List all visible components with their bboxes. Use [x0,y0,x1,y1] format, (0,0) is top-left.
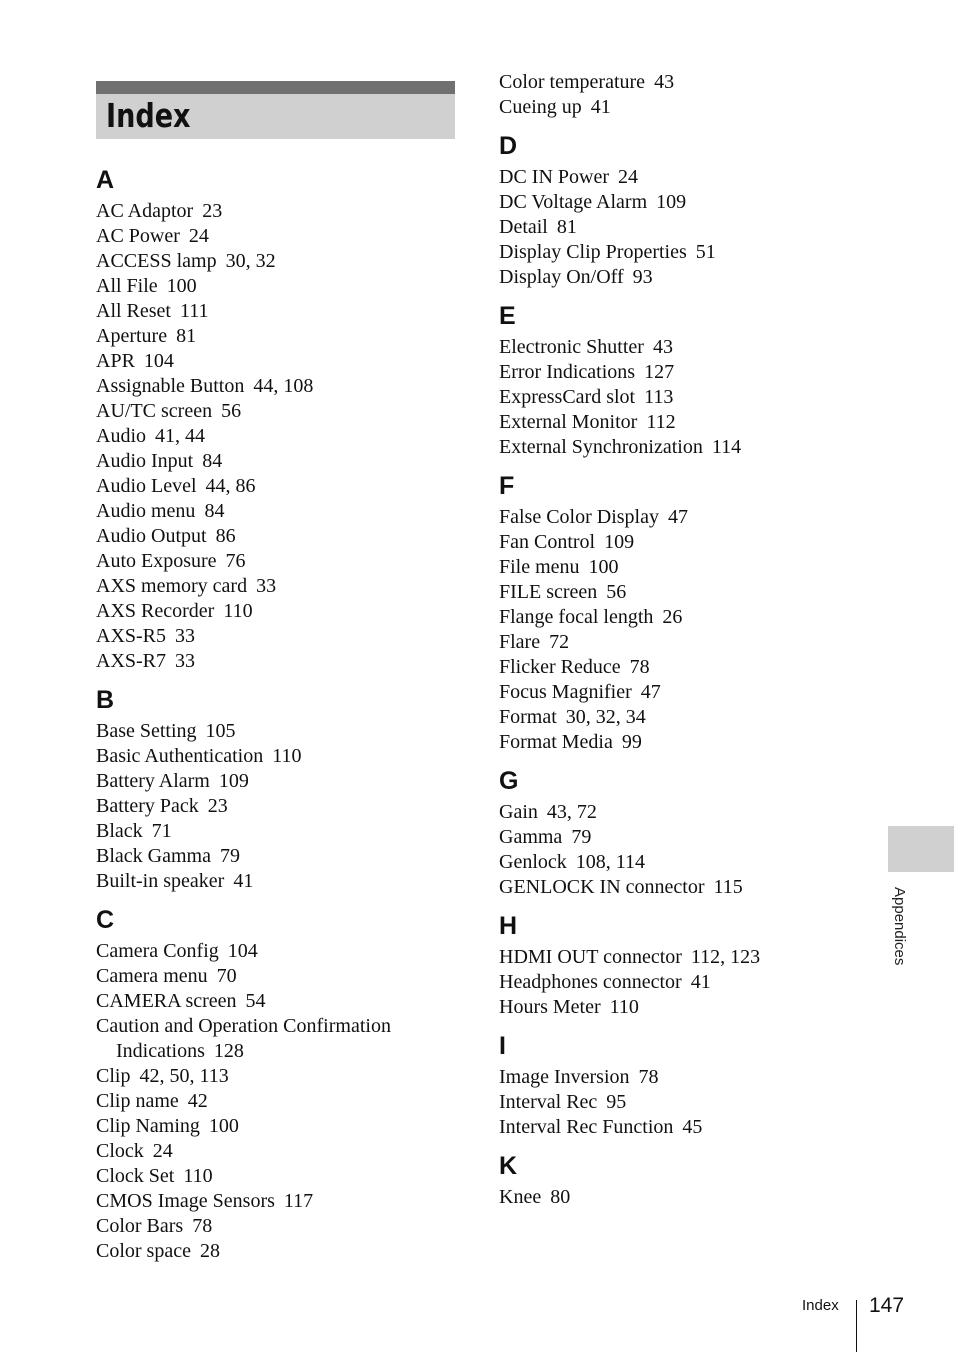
index-entry [499,555,869,580]
index-term: Flange focal length [499,606,654,628]
index-page-refs: 81 [176,325,197,347]
index-page-refs: 72 [549,631,570,653]
index-page-refs: 47 [640,681,661,703]
index-column-left [96,166,466,1264]
index-entry [96,844,466,869]
index-term: AXS Recorder [96,600,215,622]
index-letter-heading: K [499,1152,518,1180]
index-entry [96,549,466,574]
index-entry [499,435,869,460]
index-entry [96,374,466,399]
index-page-refs: 76 [225,550,246,572]
index-term: Caution and Operation Confirmation [96,1015,391,1037]
index-page-refs: 110 [272,745,302,767]
index-page-refs: 104 [227,940,258,962]
index-term: External Synchronization [499,436,703,458]
index-letter-heading: I [499,1032,506,1060]
index-page-refs: 45 [682,1116,703,1138]
index-entry [96,324,466,349]
index-term: Battery Pack [96,795,199,817]
index-term: All Reset [96,300,171,322]
index-page-refs: 81 [556,216,577,238]
index-page-refs: 112 [646,411,676,433]
index-entry [499,730,869,755]
index-term: Clock Set [96,1165,175,1187]
index-entry [96,449,466,474]
index-entry [499,850,869,875]
index-entry [96,574,466,599]
index-entry [499,190,869,215]
index-term: AC Adaptor [96,200,194,222]
index-term: Interval Rec Function [499,1116,674,1138]
index-entry [96,989,466,1014]
index-entry [96,424,466,449]
index-page-refs: 33 [175,650,196,672]
index-letter-heading: A [96,166,115,194]
index-page-refs: 78 [192,1215,213,1237]
index-page-refs: 100 [208,1115,239,1137]
index-entry [499,680,869,705]
index-letter-heading: B [96,686,115,714]
index-term: External Monitor [499,411,638,433]
index-entry [499,605,869,630]
index-term: Genlock [499,851,567,873]
index-term: Auto Exposure [96,550,217,572]
index-page-refs: 86 [215,525,236,547]
index-term: Detail [499,216,548,238]
index-entry [96,1014,466,1039]
index-term: Clock [96,1140,144,1162]
index-entry [96,869,466,894]
index-entry [96,1089,466,1114]
index-page-refs: 41, 44 [155,425,205,447]
index-page-refs: 100 [166,275,197,297]
index-page-refs: 51 [695,241,716,263]
index-term: Camera Config [96,940,219,962]
index-entry [499,410,869,435]
page-title: Index [106,96,191,135]
index-page-refs: 93 [632,266,653,288]
index-term: Display On/Off [499,266,624,288]
index-page-refs: 109 [218,770,249,792]
index-page-refs: 44, 108 [253,375,314,397]
index-page-refs: 43 [652,336,673,358]
index-term: Format Media [499,731,613,753]
index-column-right [499,70,869,1210]
index-term: Clip Naming [96,1115,200,1137]
index-term: Clip [96,1065,131,1087]
index-entry [499,1090,869,1115]
index-term: Built-in speaker [96,870,225,892]
index-page-refs: 117 [283,1190,314,1212]
index-page-refs: 114 [711,436,742,458]
index-page-refs: 109 [656,191,687,213]
index-term: Gain [499,801,538,823]
index-term: All File [96,275,158,297]
index-entry [499,70,869,95]
index-term: Indications [116,1040,205,1062]
index-page-refs: 43 [654,71,675,93]
index-page-refs: 105 [205,720,236,742]
index-page-refs: 115 [713,876,743,898]
index-page-refs: 79 [571,826,592,848]
index-entry [96,719,466,744]
index-term: File menu [499,556,580,578]
index-page-refs: 24 [152,1140,173,1162]
index-page-refs: 95 [606,1091,627,1113]
index-entry [96,399,466,424]
index-term: Audio menu [96,500,196,522]
index-entry [96,649,466,674]
index-entry [499,95,869,120]
index-term: Basic Authentication [96,745,264,767]
index-page-refs: 24 [188,225,209,247]
index-term: ExpressCard slot [499,386,636,408]
index-page-refs: 100 [588,556,619,578]
index-term: Interval Rec [499,1091,598,1113]
index-entry [96,524,466,549]
index-page-refs: 78 [629,656,650,678]
index-page-refs: 30, 32 [225,250,276,272]
index-term: Base Setting [96,720,197,742]
index-term: Audio Level [96,475,197,497]
index-page-refs: 26 [662,606,683,628]
index-page-refs: 54 [245,990,266,1012]
index-term: FILE screen [499,581,598,603]
index-term: Audio Output [96,525,207,547]
index-entry [499,995,869,1020]
index-entry [96,1114,466,1139]
index-entry [96,474,466,499]
index-entry [96,819,466,844]
index-page-refs: 33 [256,575,277,597]
index-term: AXS-R7 [96,650,167,672]
index-term: Focus Magnifier [499,681,632,703]
index-term: Knee [499,1186,542,1208]
index-entry [96,1039,466,1064]
section-side-label: Appendices [891,887,908,966]
index-term: Audio Input [96,450,194,472]
index-page-refs: 30, 32, 34 [565,706,646,728]
index-entry [499,970,869,995]
index-term: Black [96,820,143,842]
index-entry [499,385,869,410]
index-page-refs: 108, 114 [575,851,646,873]
index-page-refs: 41 [233,870,254,892]
index-page-refs: 112, 123 [690,946,761,968]
index-term: Flicker Reduce [499,656,621,678]
index-page-refs: 128 [213,1040,244,1062]
index-entry [499,825,869,850]
index-term: CMOS Image Sensors [96,1190,275,1212]
index-page-refs: 56 [606,581,627,603]
index-term: HDMI OUT connector [499,946,682,968]
index-page-refs: 113 [644,386,674,408]
index-page-refs: 110 [609,996,639,1018]
index-term: Battery Alarm [96,770,210,792]
index-page-refs: 44, 86 [205,475,256,497]
index-entry [96,1139,466,1164]
index-entry [96,1064,466,1089]
index-term: Flare [499,631,541,653]
index-page-refs: 23 [202,200,223,222]
index-page-refs: 42, 50, 113 [139,1065,229,1087]
index-entry [96,499,466,524]
index-letter-heading: E [499,302,516,330]
index-page-refs: 110 [183,1165,213,1187]
index-entry [96,599,466,624]
index-page-refs: 71 [151,820,172,842]
index-entry [499,705,869,730]
index-page-refs: 127 [644,361,675,383]
index-entry [499,265,869,290]
index-letter-heading: H [499,912,518,940]
index-term: Electronic Shutter [499,336,644,358]
index-term: False Color Display [499,506,659,528]
index-term: Hours Meter [499,996,601,1018]
index-page-refs: 99 [621,731,642,753]
index-term: AXS-R5 [96,625,167,647]
index-term: Black Gamma [96,845,211,867]
index-page-refs: 70 [216,965,237,987]
index-page-refs: 110 [223,600,253,622]
index-term: Format [499,706,557,728]
index-term: ACCESS lamp [96,250,217,272]
index-term: Fan Control [499,531,596,553]
index-term: Cueing up [499,96,582,118]
index-entry [499,1115,869,1140]
index-entry [499,240,869,265]
index-term: AU/TC screen [96,400,213,422]
index-entry [499,335,869,360]
index-entry [96,274,466,299]
index-entry [499,580,869,605]
index-entry [499,360,869,385]
index-title-box [96,81,455,139]
index-entry [96,299,466,324]
index-page-refs: 84 [204,500,225,522]
index-term: APR [96,350,135,372]
index-entry [96,939,466,964]
index-entry [96,964,466,989]
index-term: Error Indications [499,361,636,383]
index-entry [499,655,869,680]
index-term: AXS memory card [96,575,248,597]
index-term: Color Bars [96,1215,184,1237]
index-page-refs: 41 [690,971,711,993]
index-entry [96,794,466,819]
index-entry [96,349,466,374]
index-term: Clip name [96,1090,179,1112]
index-entry [499,800,869,825]
index-term: AC Power [96,225,180,247]
index-page-refs: 104 [143,350,174,372]
index-letter-heading: F [499,472,515,500]
index-entry [499,875,869,900]
index-term: Assignable Button [96,375,245,397]
index-term: DC IN Power [499,166,609,188]
index-entry [499,945,869,970]
index-page-refs: 43, 72 [546,801,597,823]
index-page-refs: 28 [199,1240,220,1262]
index-entry [499,530,869,555]
index-page-refs: 47 [668,506,688,528]
index-term: GENLOCK IN connector [499,876,705,898]
index-entry [96,769,466,794]
index-entry [499,630,869,655]
index-page-refs: 80 [550,1186,571,1208]
footer-divider [856,1300,857,1352]
index-term: Gamma [499,826,563,848]
index-term: Headphones connector [499,971,682,993]
index-entry [96,1189,466,1214]
index-page-refs: 42 [187,1090,208,1112]
index-page-refs: 33 [175,625,196,647]
index-term: Color temperature [499,71,646,93]
index-entry [96,624,466,649]
footer-section-label: Index [802,1297,839,1314]
index-page-refs: 23 [207,795,228,817]
index-letter-heading: G [499,767,519,795]
index-entry [499,1185,869,1210]
index-page-refs: 78 [638,1066,659,1088]
index-term: Audio [96,425,146,447]
index-entry [499,215,869,240]
index-entry [96,249,466,274]
index-term: Image Inversion [499,1066,630,1088]
index-term: Camera menu [96,965,208,987]
index-letter-heading: C [96,906,115,934]
index-page-refs: 84 [202,450,223,472]
index-entry [96,744,466,769]
index-term: Aperture [96,325,168,347]
index-entry [96,1214,466,1239]
index-page-refs: 41 [590,96,611,118]
index-term: Display Clip Properties [499,241,687,263]
index-term: Color space [96,1240,191,1262]
index-entry [499,505,869,530]
index-entry [499,1065,869,1090]
index-page-refs: 109 [604,531,635,553]
page-number: 147 [869,1294,905,1317]
section-tab [888,826,954,872]
index-page-refs: 56 [221,400,242,422]
index-page-refs: 24 [618,166,638,188]
index-entry [96,1164,466,1189]
index-page-refs: 79 [219,845,240,867]
index-entry [499,165,869,190]
index-page-refs: 111 [180,300,209,322]
index-letter-heading: D [499,132,518,160]
index-entry [96,224,466,249]
index-term: CAMERA screen [96,990,237,1012]
index-entry [96,1239,466,1264]
index-entry [96,199,466,224]
index-term: DC Voltage Alarm [499,191,648,213]
